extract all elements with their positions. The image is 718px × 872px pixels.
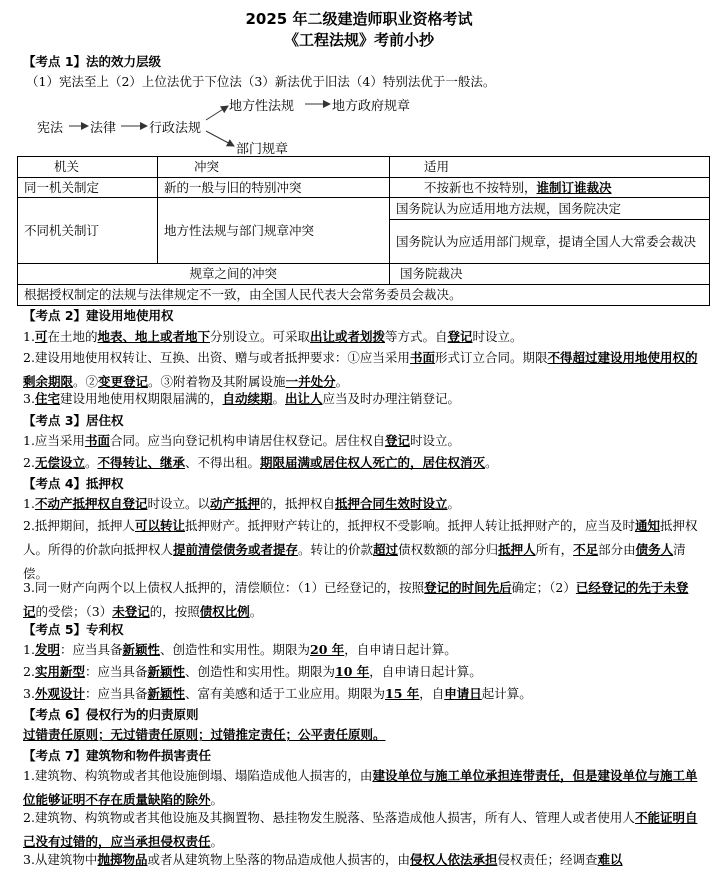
section-5-heading: 【考点 5】专利权 bbox=[23, 622, 124, 637]
paragraph: 1.建筑物、构筑物或者其他设施倒塌、塌陷造成他人损害的，由建设单位与施工单位承担连带责任，但是建设单位与施工单位能够证明不存在质量缺陷的除外。 bbox=[23, 768, 698, 807]
flow-constitution: 宪法 bbox=[37, 121, 64, 136]
paragraph: 3.外观设计：应当具备新颖性、富有美感和适于工业应用。期限为15 年，自申请日起计算。 bbox=[23, 686, 532, 701]
table-cell: 不同机关制订 bbox=[18, 198, 158, 264]
flow-admin-regulation: 行政法规 bbox=[149, 121, 202, 136]
hierarchy-principles: （1）宪法至上（2）上位法优于下位法（3）新法优于旧法（4）特别法优于一般法。 bbox=[26, 74, 496, 89]
table-cell: 地方性法规与部门规章冲突 bbox=[158, 198, 390, 264]
table-cell: 规章之间的冲突 bbox=[158, 264, 390, 285]
paragraph: 2.无偿设立。不得转让、继承、不得出租。期限届满或居住权人死亡的，居住权消灭。 bbox=[23, 455, 498, 470]
table-cell: 国务院认为应适用部门规章，提请全国人大常委会裁决 bbox=[390, 220, 710, 264]
doc-subtitle: 《工程法规》考前小抄 bbox=[283, 31, 434, 49]
flow-arrows bbox=[0, 0, 718, 170]
table-cell: 不按新也不按特别，谁制订谁裁决 bbox=[390, 178, 710, 198]
section-2-heading: 【考点 2】建设用地使用权 bbox=[23, 308, 174, 323]
paragraph: 2.抵押期间，抵押人可以转让抵押财产。抵押财产转让的，抵押权不受影响。抵押人转让抵押财产的，应当及时通知抵押权人。所得的价款向抵押权人提前清偿债务或者提存。转让的价款超过债权数额的部分归抵押人所有，不足部分由债务人清偿。 bbox=[23, 518, 698, 581]
paragraph: 1.可在土地的地表、地上或者地下分别设立。可采取出让或者划拨等方式。自登记时设立。 bbox=[23, 329, 523, 344]
paragraph: 3.住宅建设用地使用权期限届满的，自动续期。出让人应当及时办理注销登记。 bbox=[23, 391, 461, 406]
paragraph: 2.建设用地使用权转让、互换、出资、赠与或者抵押要求：①应当采用书面形式订立合同。期限不得超过建设用地使用权的剩余期限。②变更登记。③附着物及其附属设施一并处分。 bbox=[23, 350, 698, 389]
paragraph: 过错责任原则；无过错责任原则；过错推定责任；公平责任原则。 bbox=[23, 727, 386, 742]
conflict-table bbox=[17, 156, 710, 306]
table-cell: 国务院裁决 bbox=[390, 264, 710, 285]
table-header-apply: 适用 bbox=[390, 157, 710, 178]
table-header-conflict: 冲突 bbox=[158, 157, 390, 178]
table-cell: 新的一般与旧的特别冲突 bbox=[158, 178, 390, 198]
exam-title: 2025 年二级建造师职业资格考试 bbox=[245, 10, 473, 28]
table-cell: 国务院认为应适用地方法规，国务院决定 bbox=[390, 198, 710, 220]
section-4-heading: 【考点 4】抵押权 bbox=[23, 476, 124, 491]
table-cell: 同一机关制定 bbox=[18, 178, 158, 198]
paragraph: 1.应当采用书面合同。应当向登记机构申请居住权登记。居住权自登记时设立。 bbox=[23, 433, 460, 448]
paragraph: 1.发明：应当具备新颖性、创造性和实用性。期限为20 年，自申请日起计算。 bbox=[23, 642, 457, 657]
paragraph: 3.同一财产向两个以上债权人抵押的，清偿顺位：（1）已经登记的，按照登记的时间先后确定；（2）已经登记的先于未登记的受偿；（3）未登记的，按照债权比例。 bbox=[23, 580, 689, 619]
paragraph: 2.建筑物、构筑物或者其他设施及其搁置物、悬挂物发生脱落、坠落造成他人损害，所有人、管理人或者使用人不能证明自己没有过错的，应当承担侵权责任。 bbox=[23, 810, 698, 849]
paragraph: 1.不动产抵押权自登记时设立。以动产抵押的，抵押权自抵押合同生效时设立。 bbox=[23, 496, 461, 511]
table-cell-empty bbox=[18, 264, 158, 285]
table-header-organ: 机关 bbox=[18, 157, 158, 178]
section-3-heading: 【考点 3】居住权 bbox=[23, 413, 124, 428]
section-1-heading: 【考点 1】法的效力层级 bbox=[23, 54, 162, 69]
flow-local-gov-rule: 地方政府规章 bbox=[332, 99, 411, 114]
paragraph: 2.实用新型：应当具备新颖性、创造性和实用性。期限为10 年，自申请日起计算。 bbox=[23, 664, 482, 679]
table-note: 根据授权制定的法规与法律规定不一致，由全国人民代表大会常务委员会裁决。 bbox=[18, 285, 710, 306]
flow-law: 法律 bbox=[90, 121, 117, 136]
section-6-heading: 【考点 6】侵权行为的归责原则 bbox=[23, 707, 199, 722]
flow-dept-rule: 部门规章 bbox=[236, 142, 289, 157]
paragraph: 3.从建筑物中抛掷物品或者从建筑物上坠落的物品造成他人损害的，由侵权人依法承担侵权责任；经调查难以 bbox=[23, 852, 623, 867]
section-7-heading: 【考点 7】建筑物和物件损害责任 bbox=[23, 748, 212, 763]
flow-local-regulation: 地方性法规 bbox=[229, 99, 295, 114]
